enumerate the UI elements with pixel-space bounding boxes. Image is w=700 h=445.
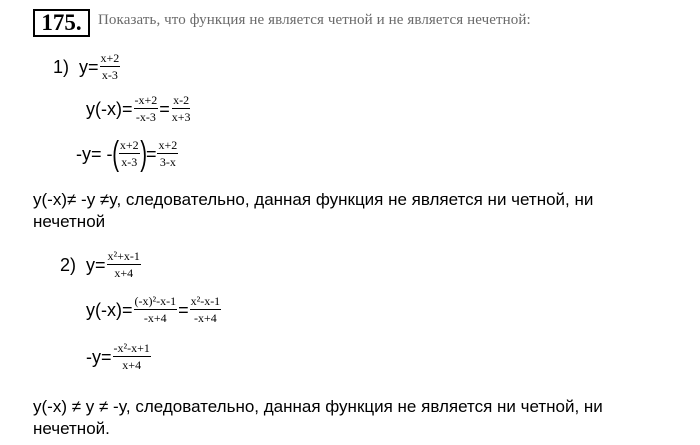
denominator: x-3 xyxy=(101,68,118,82)
part2-definition xyxy=(60,250,142,280)
part2-minus-y xyxy=(86,342,152,372)
denominator: x+4 xyxy=(122,358,142,372)
denominator: 3-x xyxy=(159,155,176,169)
part2-conclusion-line2: нечетной. xyxy=(33,419,110,438)
part2-y-fraction xyxy=(107,250,141,280)
right-paren: ) xyxy=(139,135,147,173)
part1-yneg-fraction2 xyxy=(171,94,192,124)
numerator: (-x)²-x-1 xyxy=(134,294,177,308)
part1-conclusion xyxy=(33,189,693,233)
part2-yneg-fraction1 xyxy=(134,295,178,325)
left-paren: ( xyxy=(111,135,119,173)
denominator: -x-3 xyxy=(135,110,156,124)
part2-y-lhs: y= xyxy=(86,254,106,275)
task-statement: Показать, что функция не является четной и не является нечетной: xyxy=(98,12,531,28)
part2-conclusion-line1: y(-x) ≠ y ≠ -y, следовательно, данная функция не является ни четной, ни xyxy=(33,397,603,416)
part1-label: 1) xyxy=(53,56,70,77)
denominator: -x+4 xyxy=(143,311,167,325)
denominator: -x+4 xyxy=(194,311,217,325)
part1-minus-y xyxy=(76,137,179,171)
numerator: x²-x-1 xyxy=(190,294,221,308)
part2-yneg-lhs: y(-x)= xyxy=(86,299,133,320)
numerator: -x²-x+1 xyxy=(113,341,150,355)
part2-minusy-lhs: -y= xyxy=(86,346,112,367)
numerator: x²+x-1 xyxy=(107,249,140,263)
numerator: x-2 xyxy=(173,93,190,107)
numerator: x+2 xyxy=(158,138,178,152)
numerator: x+2 xyxy=(119,138,139,152)
denominator: x+4 xyxy=(114,266,134,280)
part2-yneg-fraction2 xyxy=(190,295,222,325)
denominator: x+3 xyxy=(171,110,191,124)
part2-conclusion xyxy=(33,396,693,440)
part1-minusy-lhs: -y= - xyxy=(76,143,113,164)
part1-y-lhs: y= xyxy=(79,56,99,77)
part2-y-neg-x xyxy=(86,295,222,325)
part1-yneg-lhs: y(-x)= xyxy=(86,98,133,119)
problem-number: 175. xyxy=(33,9,90,37)
equals-sign: = xyxy=(159,98,170,119)
part1-conclusion-line2: нечетной xyxy=(33,212,106,231)
part2-label: 2) xyxy=(60,254,77,275)
equals-sign: = xyxy=(178,299,189,320)
part1-y-fraction xyxy=(100,52,121,82)
part1-minusy-fraction2 xyxy=(157,139,178,169)
denominator: x-3 xyxy=(121,155,138,169)
part1-y-neg-x xyxy=(86,94,193,124)
part2-minusy-fraction xyxy=(113,342,151,372)
numerator: x+2 xyxy=(100,51,120,65)
part1-yneg-fraction1 xyxy=(134,94,159,124)
part1-minusy-fraction1 xyxy=(119,139,140,169)
part1-conclusion-line1: y(-x)≠ -y ≠y, следовательно, данная функция не является ни четной, ни xyxy=(33,190,594,209)
equals-sign: = xyxy=(145,143,157,164)
part1-definition xyxy=(53,52,121,82)
numerator: -x+2 xyxy=(134,93,158,107)
